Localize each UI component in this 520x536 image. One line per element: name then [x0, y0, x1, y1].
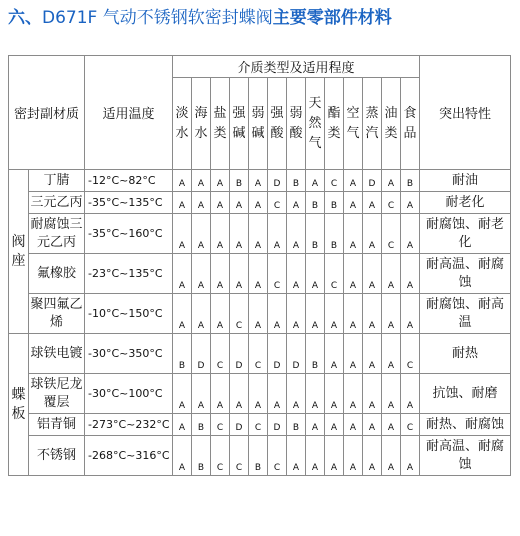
rating-cell: B [287, 414, 306, 436]
rating-cell: A [192, 294, 211, 334]
materials-table [8, 55, 511, 476]
rating-cell: A [401, 436, 420, 476]
rating-cell: A [363, 254, 382, 294]
rating-cell: A [363, 436, 382, 476]
rating-cell: A [173, 214, 192, 254]
table-row [9, 334, 511, 374]
table-row [9, 254, 511, 294]
material-cell: 聚四氟乙烯 [29, 294, 85, 334]
feature-cell: 耐腐蚀、耐老化 [420, 214, 511, 254]
media-header-cell: 弱酸 [287, 78, 306, 170]
rating-cell: A [325, 294, 344, 334]
rating-cell: C [211, 414, 230, 436]
feature-cell: 耐热 [420, 334, 511, 374]
rating-cell: A [325, 436, 344, 476]
rating-cell: A [287, 254, 306, 294]
rating-cell: A [325, 334, 344, 374]
rating-cell: A [382, 170, 401, 192]
rating-cell: B [325, 192, 344, 214]
rating-cell: A [192, 192, 211, 214]
rating-cell: A [344, 294, 363, 334]
rating-cell: A [173, 294, 192, 334]
rating-cell: A [287, 374, 306, 414]
rating-cell: A [363, 214, 382, 254]
rating-cell: A [211, 170, 230, 192]
rating-cell: A [401, 294, 420, 334]
rating-cell: B [306, 334, 325, 374]
media-header-cell: 弱碱 [249, 78, 268, 170]
rating-cell: B [306, 192, 325, 214]
title-suffix: 主要零部件材料 [272, 8, 392, 28]
rating-cell: A [363, 334, 382, 374]
rating-cell: B [401, 170, 420, 192]
feature-cell: 耐油 [420, 170, 511, 192]
rating-cell: A [382, 436, 401, 476]
rating-cell: A [306, 414, 325, 436]
media-header-cell: 强酸 [268, 78, 287, 170]
rating-cell: A [401, 254, 420, 294]
feature-cell: 耐腐蚀、耐高温 [420, 294, 511, 334]
rating-cell: A [401, 214, 420, 254]
temperature-cell: -10°C~150°C [85, 294, 173, 334]
rating-cell: C [382, 214, 401, 254]
rating-cell: A [382, 374, 401, 414]
rating-cell: D [363, 170, 382, 192]
rating-cell: A [268, 214, 287, 254]
header-seal-material: 密封副材质 [9, 56, 85, 170]
rating-cell: C [249, 414, 268, 436]
rating-cell: B [230, 170, 249, 192]
media-header-cell: 酯类 [325, 78, 344, 170]
rating-cell: A [344, 374, 363, 414]
rating-cell: A [287, 436, 306, 476]
rating-cell: D [268, 334, 287, 374]
rating-cell: C [325, 170, 344, 192]
rating-cell: A [363, 374, 382, 414]
rating-cell: A [173, 170, 192, 192]
group-label: 阀座 [9, 170, 29, 334]
feature-cell: 耐高温、耐腐蚀 [420, 436, 511, 476]
rating-cell: A [211, 294, 230, 334]
rating-cell: C [401, 414, 420, 436]
table-row [9, 214, 511, 254]
rating-cell: A [344, 414, 363, 436]
rating-cell: A [173, 374, 192, 414]
rating-cell: A [268, 374, 287, 414]
rating-cell: C [249, 334, 268, 374]
rating-cell: A [249, 294, 268, 334]
rating-cell: B [306, 214, 325, 254]
title-main: D671F 气动不锈钢软密封蝶阀 [42, 8, 273, 28]
rating-cell: A [287, 192, 306, 214]
rating-cell: D [287, 334, 306, 374]
rating-cell: A [401, 374, 420, 414]
media-header-cell: 天然气 [306, 78, 325, 170]
table-row [9, 374, 511, 414]
rating-cell: A [211, 374, 230, 414]
header-media-group: 介质类型及适用程度 [173, 56, 420, 78]
rating-cell: A [249, 214, 268, 254]
rating-cell: C [268, 436, 287, 476]
rating-cell: A [249, 254, 268, 294]
rating-cell: A [401, 192, 420, 214]
temperature-cell: -273°C~232°C [85, 414, 173, 436]
rating-cell: A [192, 374, 211, 414]
rating-cell: A [306, 294, 325, 334]
table-row [9, 192, 511, 214]
rating-cell: A [382, 254, 401, 294]
table-row [9, 436, 511, 476]
rating-cell: A [192, 170, 211, 192]
rating-cell: D [268, 414, 287, 436]
rating-cell: A [230, 214, 249, 254]
rating-cell: B [287, 170, 306, 192]
rating-cell: A [211, 214, 230, 254]
rating-cell: C [382, 192, 401, 214]
rating-cell: A [173, 254, 192, 294]
material-cell: 球铁电镀 [29, 334, 85, 374]
header-features: 突出特性 [420, 56, 511, 170]
rating-cell: A [344, 436, 363, 476]
rating-cell: A [211, 254, 230, 294]
rating-cell: A [287, 214, 306, 254]
temperature-cell: -30°C~100°C [85, 374, 173, 414]
rating-cell: C [211, 436, 230, 476]
rating-cell: A [382, 294, 401, 334]
table-row [9, 294, 511, 334]
rating-cell: B [173, 334, 192, 374]
rating-cell: C [268, 254, 287, 294]
rating-cell: A [344, 334, 363, 374]
temperature-cell: -35°C~135°C [85, 192, 173, 214]
temperature-cell: -35°C~160°C [85, 214, 173, 254]
rating-cell: A [173, 414, 192, 436]
media-header-cell: 盐类 [211, 78, 230, 170]
rating-cell: A [344, 170, 363, 192]
rating-cell: B [249, 436, 268, 476]
material-cell: 三元乙丙 [29, 192, 85, 214]
rating-cell: C [325, 254, 344, 294]
rating-cell: D [230, 334, 249, 374]
rating-cell: A [287, 294, 306, 334]
material-cell: 氟橡胶 [29, 254, 85, 294]
media-header-cell: 海水 [192, 78, 211, 170]
page-title [8, 4, 392, 32]
rating-cell: C [230, 436, 249, 476]
rating-cell: A [382, 414, 401, 436]
media-header-cell: 淡水 [173, 78, 192, 170]
rating-cell: D [268, 170, 287, 192]
feature-cell: 耐热、耐腐蚀 [420, 414, 511, 436]
rating-cell: A [344, 254, 363, 294]
temperature-cell: -30°C~350°C [85, 334, 173, 374]
rating-cell: A [306, 254, 325, 294]
material-cell: 不锈钢 [29, 436, 85, 476]
rating-cell: A [249, 192, 268, 214]
media-header-cell: 食品 [401, 78, 420, 170]
rating-cell: A [230, 374, 249, 414]
temperature-cell: -268°C~316°C [85, 436, 173, 476]
rating-cell: A [249, 374, 268, 414]
rating-cell: B [192, 436, 211, 476]
header-temperature: 适用温度 [85, 56, 173, 170]
material-cell: 铝青铜 [29, 414, 85, 436]
feature-cell: 耐高温、耐腐蚀 [420, 254, 511, 294]
rating-cell: C [268, 192, 287, 214]
feature-cell: 耐老化 [420, 192, 511, 214]
temperature-cell: -12°C~82°C [85, 170, 173, 192]
rating-cell: A [382, 334, 401, 374]
rating-cell: A [306, 170, 325, 192]
rating-cell: A [344, 192, 363, 214]
rating-cell: A [325, 374, 344, 414]
rating-cell: A [192, 214, 211, 254]
rating-cell: A [173, 436, 192, 476]
media-header-cell: 空气 [344, 78, 363, 170]
rating-cell: A [249, 170, 268, 192]
media-header-cell: 强碱 [230, 78, 249, 170]
rating-cell: A [363, 414, 382, 436]
material-cell: 丁腈 [29, 170, 85, 192]
rating-cell: A [325, 414, 344, 436]
rating-cell: C [230, 294, 249, 334]
rating-cell: B [192, 414, 211, 436]
title-prefix: 六、 [8, 8, 42, 28]
rating-cell: A [306, 374, 325, 414]
feature-cell: 抗蚀、耐磨 [420, 374, 511, 414]
rating-cell: D [192, 334, 211, 374]
rating-cell: A [363, 192, 382, 214]
material-cell: 球铁尼龙覆层 [29, 374, 85, 414]
media-header-cell: 蒸汽 [363, 78, 382, 170]
rating-cell: A [192, 254, 211, 294]
rating-cell: D [230, 414, 249, 436]
table-row [9, 414, 511, 436]
temperature-cell: -23°C~135°C [85, 254, 173, 294]
rating-cell: A [211, 192, 230, 214]
rating-cell: A [363, 294, 382, 334]
media-header-cell: 油类 [382, 78, 401, 170]
group-label: 蝶板 [9, 334, 29, 476]
material-cell: 耐腐蚀三元乙丙 [29, 214, 85, 254]
rating-cell: B [325, 214, 344, 254]
table-row [9, 170, 511, 192]
rating-cell: A [344, 214, 363, 254]
rating-cell: A [173, 192, 192, 214]
rating-cell: A [230, 192, 249, 214]
rating-cell: C [401, 334, 420, 374]
rating-cell: A [230, 254, 249, 294]
rating-cell: A [306, 436, 325, 476]
rating-cell: C [211, 334, 230, 374]
rating-cell: A [268, 294, 287, 334]
materials-table-body [9, 170, 511, 476]
